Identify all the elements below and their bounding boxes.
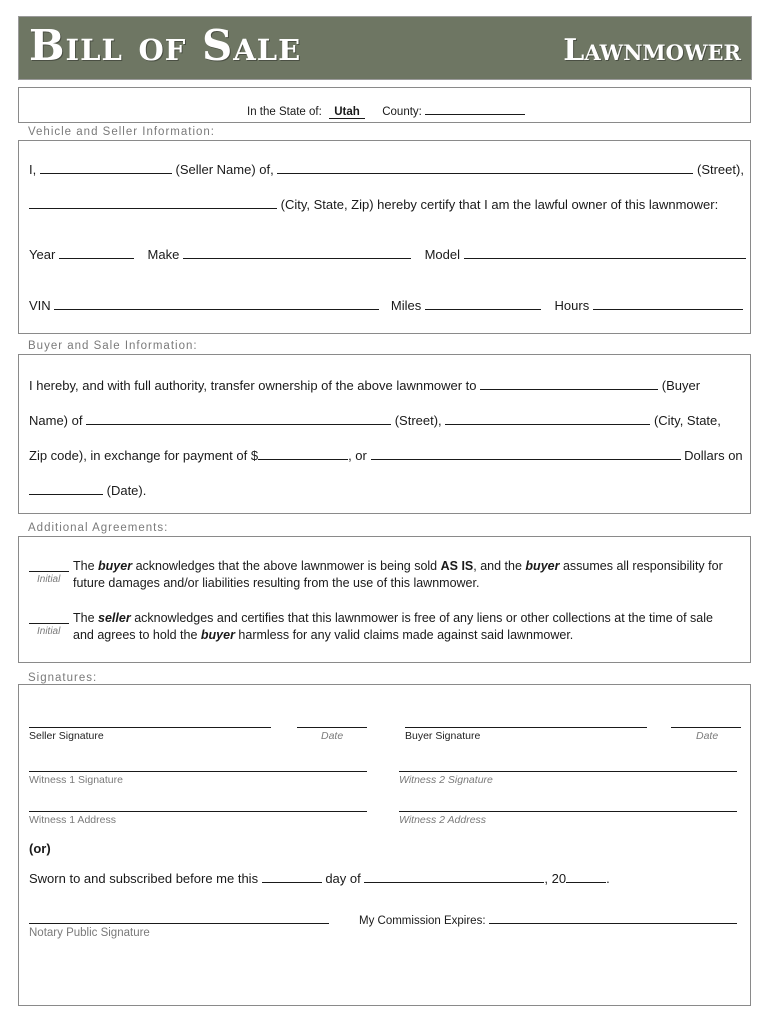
section-label-agreements: Additional Agreements:	[28, 522, 169, 534]
buyer-date-label: Date	[696, 730, 719, 742]
document-title: Bill of Sale	[29, 21, 302, 70]
miles-field[interactable]	[425, 297, 541, 310]
sworn-year-field[interactable]	[566, 870, 606, 883]
model-field[interactable]	[464, 246, 746, 259]
notary-signature-label: Notary Public Signature	[29, 927, 150, 939]
signatures-box: Seller Signature Date Buyer Signature Date Witness 1 Signature Witness 2 Signature Witness 1 Address Witness 2 Address (or) Sworn to and subscribed before me this day of , 20 . Notary Public Signature My Commission Expires:	[18, 684, 751, 1006]
vin-field[interactable]	[54, 297, 379, 310]
commission-expires-field[interactable]	[489, 911, 737, 924]
state-value[interactable]: Utah	[329, 106, 365, 119]
hours-field[interactable]	[593, 297, 743, 310]
witness1-address-line[interactable]	[29, 811, 367, 812]
payment-words-field[interactable]	[371, 447, 681, 460]
initial-label-seller: Initial	[37, 626, 61, 637]
title-banner	[18, 16, 752, 80]
make-field[interactable]	[183, 246, 411, 259]
notary-signature-line[interactable]	[29, 923, 329, 924]
seller-name-field[interactable]	[40, 161, 172, 174]
seller-signature-line[interactable]	[29, 727, 271, 728]
year-field[interactable]	[59, 246, 134, 259]
section-label-buyer: Buyer and Sale Information:	[28, 340, 198, 352]
seller-date-line[interactable]	[297, 727, 367, 728]
buyer-sale-box: I hereby, and with full authority, transfer ownership of the above lawnmower to (Buyer Name) of (Street), (City, State, Zip code), in exchange for payment of $ , or Dollars on (Date).	[18, 354, 751, 514]
seller-date-label: Date	[321, 730, 344, 742]
section-label-signatures: Signatures:	[28, 672, 98, 684]
initial-field-buyer[interactable]	[29, 559, 69, 572]
seller-street-field[interactable]	[277, 161, 693, 174]
payment-amount-field[interactable]	[258, 447, 348, 460]
witness2-signature-line[interactable]	[399, 771, 737, 772]
sworn-month-field[interactable]	[364, 870, 544, 883]
initial-field-seller[interactable]	[29, 611, 69, 624]
agreements-box: Initial The buyer acknowledges that the above lawnmower is being sold AS IS, and the buyer assumes all responsibility for future damages and/or liabilities resulting from the use of this lawnmower. Initial The seller acknowledges and certifies that this lawnmower is free of any liens or other collections at the time of sale and agrees to hold the buyer harmless for any valid claims made against said lawnmower.	[18, 536, 751, 663]
county-label: County:	[382, 106, 422, 118]
witness2-signature-label: Witness 2 Signature	[399, 774, 493, 786]
witness1-address-label: Witness 1 Address	[29, 814, 116, 826]
vehicle-seller-box: I, (Seller Name) of, (Street), (City, State, Zip) hereby certify that I am the lawful owner of this lawnmower: Year Make Model VIN Miles Hours	[18, 140, 751, 334]
sworn-day-field[interactable]	[262, 870, 322, 883]
or-label: (or)	[29, 841, 51, 856]
buyer-city-field[interactable]	[445, 412, 650, 425]
section-label-vehicle: Vehicle and Seller Information:	[28, 126, 215, 138]
sale-date-field[interactable]	[29, 482, 103, 495]
buyer-street-field[interactable]	[86, 412, 391, 425]
initial-label-buyer: Initial	[37, 574, 61, 585]
witness2-address-line[interactable]	[399, 811, 737, 812]
buyer-name-field[interactable]	[480, 377, 658, 390]
state-label: In the State of:	[247, 106, 322, 118]
witness1-signature-line[interactable]	[29, 771, 367, 772]
state-county-box	[18, 87, 751, 123]
buyer-signature-line[interactable]	[405, 727, 647, 728]
buyer-date-line[interactable]	[671, 727, 741, 728]
buyer-signature-label: Buyer Signature	[405, 730, 481, 742]
seller-signature-label: Seller Signature	[29, 730, 104, 742]
witness2-address-label: Witness 2 Address	[399, 814, 487, 826]
document-subtitle: Lawnmower	[563, 33, 741, 68]
witness1-signature-label: Witness 1 Signature	[29, 774, 123, 786]
county-field[interactable]	[425, 102, 525, 115]
seller-city-field[interactable]	[29, 196, 277, 209]
